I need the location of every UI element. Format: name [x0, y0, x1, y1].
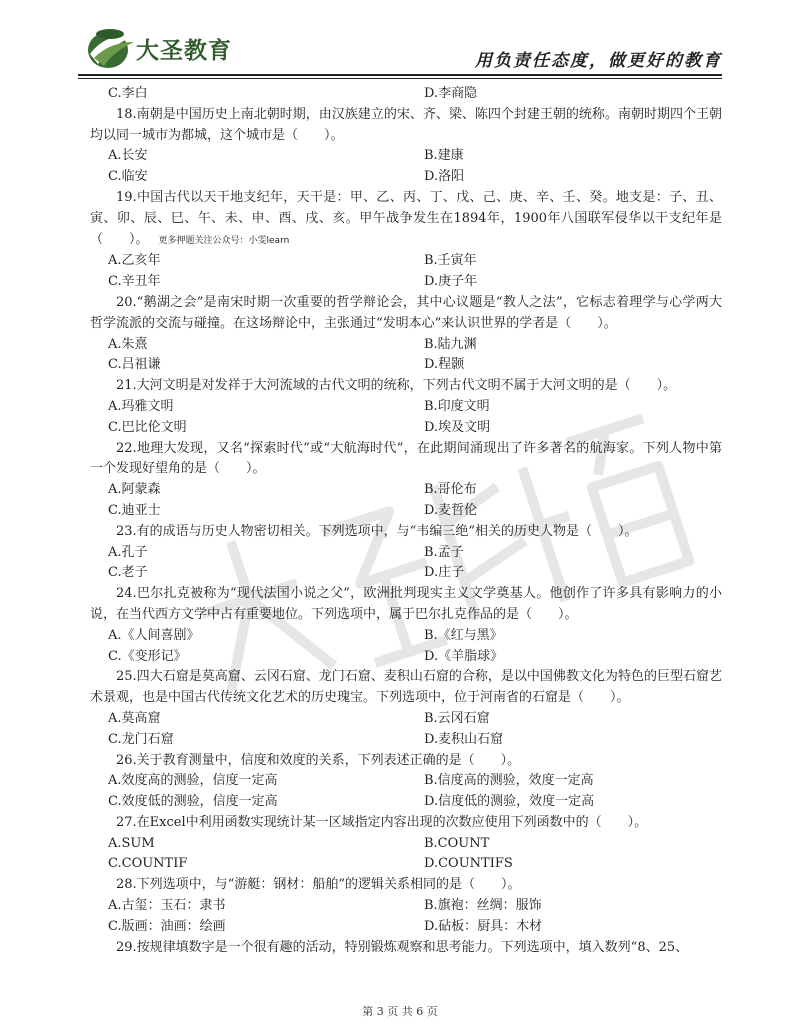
- option: D.程颢: [424, 357, 465, 373]
- question-21: 21.大河文明是对发祥于大河流域的古代文明的统称，下列古代文明不属于大河文明的是（ ）。: [116, 378, 677, 394]
- options-19: [90, 251, 722, 293]
- option: D.COUNTIFS: [424, 856, 513, 872]
- options-25: [90, 709, 722, 751]
- options-27: [90, 834, 722, 876]
- option: B.孟子: [424, 544, 464, 560]
- option: A.玛雅文明: [108, 398, 174, 414]
- question-24: 24.巴尔扎克被称为“现代法国小说之父”，欧洲批判现实主义文学奠基人。他创作了许多具有影响力的小说，在当代西方文学中占有重要地位。下列选项中，属于巴尔扎克作品的是（ ）。: [90, 586, 722, 622]
- options-20: [90, 335, 722, 377]
- option: A.《人间喜剧》: [108, 627, 200, 643]
- option: C.COUNTIF: [108, 856, 188, 872]
- option: C.版画：油画：绘画: [108, 918, 226, 934]
- option: B.陆九渊: [424, 336, 477, 352]
- option: C.龙门石窟: [108, 731, 174, 747]
- option: C.吕祖谦: [108, 357, 161, 373]
- option: B.建康: [424, 148, 464, 164]
- option: D.信度低的测验，效度一定高: [424, 794, 595, 810]
- header-slogan: 用负责任态度，做更好的教育: [475, 51, 722, 71]
- question-19-text: 19.中国古代以天干地支纪年，天干是：甲、乙、丙、丁、戊、己、庚、辛、壬、癸。地支是：子、丑、寅、卯、辰、巳、午、未、申、酉、戌、亥。甲午战争发生在1894年，1900年八国联军侵华以干支纪年是（ ）。: [90, 189, 722, 247]
- options-18: [90, 146, 722, 188]
- options-28: [90, 896, 722, 938]
- question-26: 26.关于教育测量中，信度和效度的关系，下列表述正确的是（ ）。: [116, 752, 521, 768]
- logo-icon: [84, 24, 136, 72]
- options-carryover: [90, 84, 722, 105]
- brand-name: 大圣教育: [136, 38, 232, 64]
- options-23: [90, 543, 722, 585]
- option: B.《红与黑》: [424, 627, 503, 643]
- question-28: 28.下列选项中，与“游艇：钢材：船舶”的逻辑关系相同的是（ ）。: [116, 877, 521, 893]
- option: C.巴比伦文明: [108, 419, 187, 435]
- option: B.壬寅年: [424, 253, 477, 269]
- option: D.埃及文明: [424, 419, 491, 435]
- option: A.乙亥年: [108, 253, 161, 269]
- option: B.云冈石窟: [424, 710, 490, 726]
- question-23: 23.有的成语与历史人物密切相关。下列选项中，与“韦编三绝”相关的历史人物是（ ）。: [116, 523, 638, 539]
- option: D.《羊脂球》: [424, 648, 504, 664]
- option: A.效度高的测验，信度一定高: [108, 773, 278, 789]
- question-20: 20.“鹅湖之会”是南宋时期一次重要的哲学辩论会，其中心议题是“教人之法”，它标志着理学与心学两大哲学流派的交流与碰撞。在这场辩论中，主张通过“发明本心”来认识世界的学者是（ ）。: [90, 294, 722, 331]
- page-number: 第 3 页 共 6 页: [362, 1005, 438, 1018]
- question-27: 27.在Excel中利用函数实现统计某一区域指定内容出现的次数应使用下列函数中的（ ）。: [116, 814, 648, 830]
- option: A.孔子: [108, 544, 148, 560]
- option: D.庚子年: [424, 274, 478, 290]
- question-22: 22.地理大发现，又名“探索时代”或“大航海时代”，在此期间涌现出了许多著名的航海家。下列人物中第一个发现好望角的是（ ）。: [90, 440, 722, 477]
- option: C.老子: [108, 565, 148, 581]
- option: B.信度高的测验，效度一定高: [424, 773, 594, 789]
- option: B.哥伦布: [424, 482, 477, 498]
- option: D.洛阳: [424, 169, 465, 185]
- option: A.SUM: [108, 835, 155, 851]
- option: C.迪亚士: [108, 502, 161, 518]
- option: D.麦积山石窟: [424, 731, 504, 747]
- question-19: [90, 188, 722, 251]
- option: C.辛丑年: [108, 274, 161, 290]
- question-29: 29.按规律填数字是一个很有趣的活动，特别锻炼观察和思考能力。下列选项中，填入数列“8、25、: [116, 939, 689, 955]
- options-24: [90, 626, 722, 668]
- option: C.李白: [108, 86, 148, 101]
- header-rule-thin: [78, 78, 722, 79]
- option: B.印度文明: [424, 398, 490, 414]
- options-21: [90, 397, 722, 439]
- options-26: [90, 771, 722, 813]
- option: C.《变形记》: [108, 648, 187, 664]
- option: B.旗袍：丝绸：服饰: [424, 898, 542, 914]
- promo-note: 更多押题关注公众号：小雯learn: [158, 235, 290, 246]
- option: A.朱熹: [108, 336, 148, 352]
- option: A.阿蒙森: [108, 482, 161, 498]
- option: C.临安: [108, 169, 148, 185]
- header-rule-thick: [78, 74, 722, 76]
- option: B.COUNT: [424, 835, 490, 851]
- option: A.莫高窟: [108, 710, 161, 726]
- page-header: [0, 0, 800, 82]
- option: C.效度低的测验，信度一定高: [108, 794, 278, 810]
- option: D.麦哲伦: [424, 502, 478, 518]
- option: A.长安: [108, 148, 148, 164]
- option: D.李商隐: [424, 86, 478, 101]
- question-25: 25.四大石窟是莫高窟、云冈石窟、龙门石窟、麦积山石窟的合称，是以中国佛教文化为特色的巨型石窟艺术景观，也是中国古代传统文化艺术的历史瑰宝。下列选项中，位于河南省的石窟是（ ）。: [90, 669, 722, 706]
- option: D.砧板：厨具：木材: [424, 918, 543, 934]
- option: A.古玺：玉石：隶书: [108, 898, 226, 914]
- option: D.庄子: [424, 565, 465, 581]
- options-22: [90, 480, 722, 522]
- question-18: 18.南朝是中国历史上南北朝时期，由汉族建立的宋、齐、梁、陈四个封建王朝的统称。南朝时期四个王朝均以同一城市为都城，这个城市是（ ）。: [90, 106, 722, 143]
- exam-content: [90, 84, 722, 958]
